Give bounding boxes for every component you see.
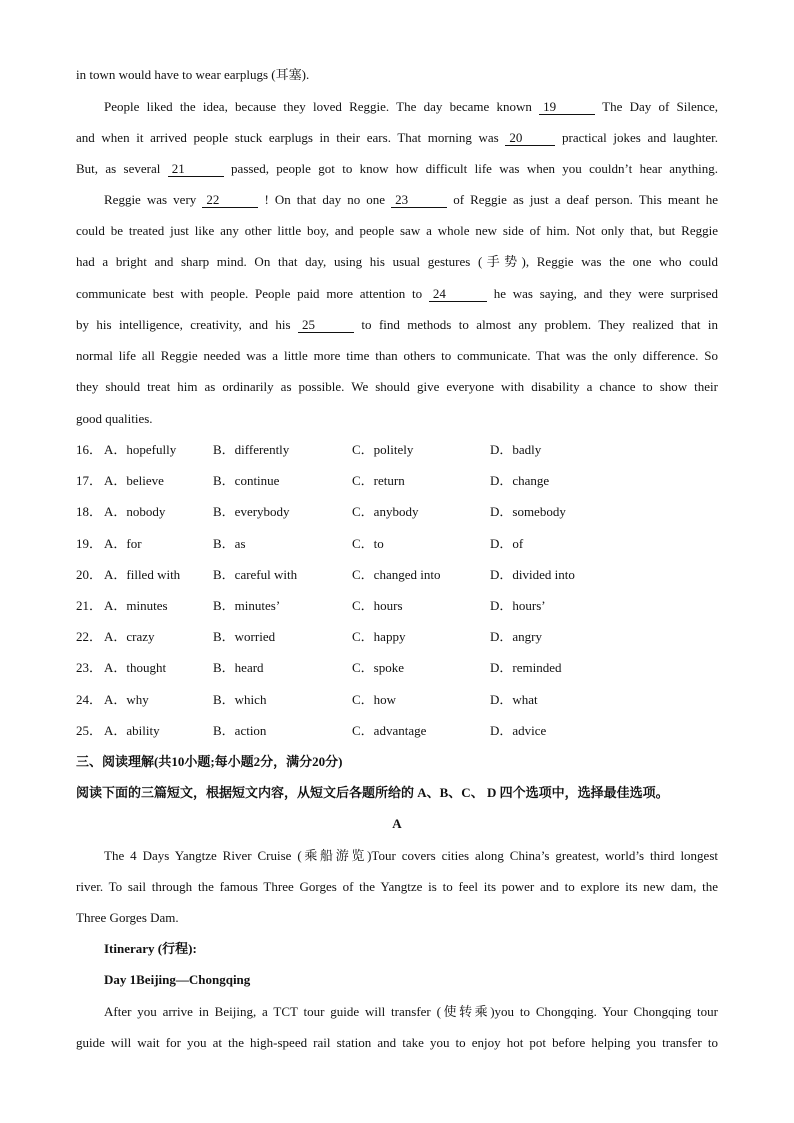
option-a: A．minutes	[104, 598, 168, 613]
reading-line-1: The 4 Days Yangtze River Cruise (乘船游览)Tour covers cities along China’s greatest, world’s third longest	[104, 848, 718, 863]
passage-line-0: in town would have to wear earplugs (耳塞).	[76, 67, 310, 82]
option-b: B．differently	[213, 442, 290, 457]
option-b: B．as	[213, 536, 246, 551]
option-b: B．everybody	[213, 504, 290, 519]
question-21	[76, 597, 718, 615]
reading-line-4: After you arrive in Beijing, a TCT tour guide will transfer (使转乘)you to Chongqing. Your Chongqing tour	[104, 1004, 718, 1019]
question-number: 21．	[76, 598, 103, 613]
option-a: A．believe	[104, 473, 164, 488]
option-a: A．for	[104, 536, 142, 551]
section-instruction: 阅读下面的三篇短文，根据短文内容，从短文后各题所给的 A、B、C、 D 四个选项中，选择最佳选项。	[76, 785, 669, 800]
passage-line-8: by his intelligence, creativity, and his 25 to find methods to almost any problem. They realized that in	[76, 317, 718, 332]
question-number: 23．	[76, 660, 103, 675]
passage-line-11: good qualities.	[76, 411, 153, 426]
blank-23: 23	[391, 193, 447, 208]
passage-line-2: and when it arrived people stuck earplugs in their ears. That morning was 20 practical jokes and laughter.	[76, 130, 718, 145]
option-b: B．worried	[213, 629, 276, 644]
blank-24: 24	[429, 287, 487, 302]
passage-line-9: normal life all Reggie needed was a little more time than others to communicate. That was the only difference. So	[76, 348, 718, 363]
option-d: D．change	[490, 473, 550, 488]
option-d: D．of	[490, 536, 524, 551]
option-b: B．careful with	[213, 567, 298, 582]
option-c: C．advantage	[352, 723, 427, 738]
option-a: A．why	[104, 692, 149, 707]
passage-line-1: People liked the idea, because they loved Reggie. The day became known 19 The Day of Silence,	[104, 99, 718, 114]
question-number: 22．	[76, 629, 103, 644]
question-number: 18．	[76, 504, 103, 519]
question-20	[76, 566, 718, 584]
passage-line-5: could be treated just like any other little boy, and people saw a whole new side of him. Not only that, but Reggie	[76, 223, 718, 238]
itinerary-heading: Itinerary (行程):	[104, 941, 197, 956]
section-title: 三、阅读理解(共10小题;每小题2分，满分20分)	[76, 754, 343, 769]
passage-line-6: had a bright and sharp mind. On that day, using his usual gestures (手势), Reggie was the one who could	[76, 254, 718, 269]
option-a: A．filled with	[104, 567, 181, 582]
option-d: D．what	[490, 692, 538, 707]
question-23	[76, 659, 718, 677]
reading-line-5: guide will wait for you at the high-speed rail station and take you to enjoy hot pot before helping you transfer to	[76, 1035, 718, 1050]
option-b: B．which	[213, 692, 267, 707]
day1-heading: Day 1Beijing—Chongqing	[104, 972, 251, 987]
option-b: B．heard	[213, 660, 264, 675]
option-c: C．how	[352, 692, 397, 707]
option-c: C．politely	[352, 442, 414, 457]
option-d: D．badly	[490, 442, 542, 457]
passage-line-10: they should treat him as ordinarily as possible. We should give everyone with disability a chance to show their	[76, 379, 718, 394]
option-a: A．crazy	[104, 629, 155, 644]
option-d: D．divided into	[490, 567, 575, 582]
option-d: D．advice	[490, 723, 547, 738]
option-a: A．ability	[104, 723, 160, 738]
option-c: C．spoke	[352, 660, 405, 675]
option-b: B．continue	[213, 473, 280, 488]
blank-21: 21	[168, 162, 224, 177]
blank-22: 22	[202, 193, 258, 208]
question-number: 24．	[76, 692, 103, 707]
question-number: 25．	[76, 723, 103, 738]
option-a: A．hopefully	[104, 442, 177, 457]
option-c: C．changed into	[352, 567, 441, 582]
option-d: D．hours’	[490, 598, 546, 613]
option-c: C．hours	[352, 598, 403, 613]
passage-line-7: communicate best with people. People paid more attention to 24 he was saying, and they were surprised	[76, 286, 718, 301]
passage-line-4: Reggie was very 22 ! On that day no one 23 of Reggie as just a deaf person. This meant he	[104, 192, 718, 207]
option-c: C．to	[352, 536, 384, 551]
option-c: C．return	[352, 473, 405, 488]
question-number: 16．	[76, 442, 103, 457]
question-24	[76, 691, 718, 709]
passage-line-3: But, as several 21 passed, people got to know how difficult life was when you couldn’t hear anything.	[76, 161, 718, 176]
question-22	[76, 628, 718, 646]
blank-25: 25	[298, 318, 354, 333]
option-d: D．reminded	[490, 660, 562, 675]
reading-line-3: Three Gorges Dam.	[76, 910, 179, 925]
question-number: 20．	[76, 567, 103, 582]
passage-label: A	[392, 816, 402, 831]
question-18	[76, 503, 718, 521]
option-d: D．angry	[490, 629, 542, 644]
option-a: A．nobody	[104, 504, 166, 519]
blank-20: 20	[505, 131, 555, 146]
reading-line-2: river. To sail through the famous Three Gorges of the Yangtze is to feel its power and to explore its new dam, the	[76, 879, 718, 894]
question-25	[76, 722, 718, 740]
option-c: C．happy	[352, 629, 406, 644]
blank-19: 19	[539, 100, 595, 115]
question-16	[76, 441, 718, 459]
question-number: 19．	[76, 536, 103, 551]
option-c: C．anybody	[352, 504, 419, 519]
option-a: A．thought	[104, 660, 167, 675]
question-17	[76, 472, 718, 490]
question-19	[76, 535, 718, 553]
option-d: D．somebody	[490, 504, 566, 519]
option-b: B．action	[213, 723, 267, 738]
option-b: B．minutes’	[213, 598, 281, 613]
question-number: 17．	[76, 473, 103, 488]
